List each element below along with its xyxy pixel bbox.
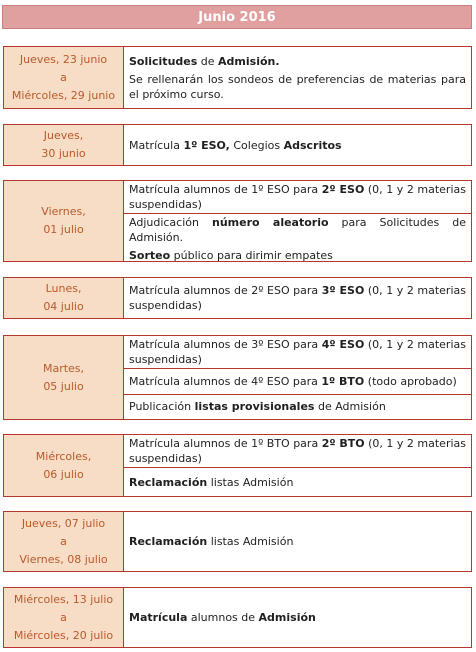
event-date-line: 04 julio: [43, 300, 84, 313]
emphasis-text: número aleatorio: [211, 216, 329, 229]
event-details: [124, 278, 471, 318]
emphasis-text: Reclamación: [129, 475, 208, 489]
event-block: [3, 587, 472, 648]
emphasis-text: 1º BTO: [321, 374, 365, 388]
event-date-line: Miércoles, 13 julio: [13, 592, 114, 606]
emphasis-text: Admisión.: [218, 54, 280, 68]
event-date-line: Jueves, 07 julio: [21, 516, 106, 530]
event-detail-text: [129, 182, 466, 212]
event-detail-text: [129, 436, 466, 466]
plain-text: Adjudicación: [129, 216, 212, 229]
event-date-line: 01 julio: [43, 223, 84, 236]
plain-text: Matrícula alumnos de 1º BTO para: [129, 437, 322, 450]
title-text: Junio 2016: [198, 9, 276, 25]
event-details: [124, 435, 471, 496]
emphasis-text: Solicitudes: [129, 54, 198, 68]
event-detail-row: [124, 125, 471, 165]
event-block: [3, 511, 472, 572]
event-detail-text: [129, 475, 466, 490]
event-detail-text: [129, 534, 466, 549]
event-block: [3, 335, 472, 420]
event-detail-text: [129, 337, 466, 367]
event-block: [3, 277, 472, 319]
plain-text: (0, 1 y 2 materias suspendidas): [129, 284, 466, 312]
event-detail-text: [129, 399, 466, 414]
event-date-line: 05 julio: [43, 379, 84, 393]
event-block: [3, 124, 472, 166]
event-date-line: Martes,: [42, 361, 85, 375]
event-block: [3, 434, 472, 497]
event-detail-row: [124, 278, 471, 318]
emphasis-text: 4º ESO: [321, 338, 365, 351]
event-detail-row: [124, 214, 471, 264]
event-detail-row: [124, 395, 471, 420]
plain-text: Matrícula: [129, 138, 184, 152]
event-date: [4, 512, 124, 571]
event-detail-row: [124, 336, 471, 369]
plain-text: (0, 1 y 2 materias suspendidas): [129, 183, 466, 211]
plain-text: (0, 1 y 2 materias suspendidas): [129, 338, 466, 366]
event-detail-row: [124, 468, 471, 496]
emphasis-text: Sorteo: [129, 249, 171, 262]
event-details: [124, 588, 471, 647]
event-date-line: 06 julio: [43, 467, 84, 481]
emphasis-text: 2º ESO: [321, 183, 365, 196]
event-date: [4, 278, 124, 318]
emphasis-text: 3º ESO: [321, 284, 365, 297]
event-detail-text: [129, 138, 466, 153]
event-detail-row: [124, 512, 471, 571]
event-date-line: Lunes,: [45, 282, 82, 295]
plain-text: (todo aprobado): [364, 374, 457, 388]
emphasis-text: 2º BTO: [321, 437, 365, 450]
plain-text: para Solicitudes de Admisión.: [129, 216, 466, 244]
plain-text: Matrícula alumnos de 1º ESO para: [129, 183, 322, 196]
plain-text: Matrícula alumnos de 4º ESO para: [129, 374, 322, 388]
plain-text: de Admisión: [314, 400, 386, 414]
event-detail-text: [129, 72, 466, 102]
event-detail-text: [129, 610, 466, 625]
event-details: [124, 336, 471, 419]
event-date-line: Jueves,: [43, 129, 84, 142]
event-date: [4, 588, 124, 647]
event-date-line: Jueves, 23 junio: [19, 52, 108, 66]
event-date-line: Miércoles,: [35, 449, 92, 463]
event-date-line: a: [60, 534, 67, 548]
event-date-line: Miércoles, 20 julio: [13, 628, 114, 642]
plain-text: Matrícula alumnos de 3º ESO para: [129, 338, 322, 351]
plain-text: Publicación: [129, 400, 195, 414]
event-details: [124, 47, 471, 108]
event-date: [4, 336, 124, 419]
plain-text: alumnos de: [187, 611, 259, 624]
event-detail-row: [124, 588, 471, 647]
plain-text: (0, 1 y 2 materias suspendidas): [129, 437, 466, 465]
event-date-line: a: [60, 70, 67, 84]
event-date-line: 30 junio: [41, 147, 86, 160]
event-detail-text: [129, 54, 466, 69]
event-details: [124, 512, 471, 571]
emphasis-text: Admisión: [258, 611, 316, 624]
event-block: [3, 46, 472, 109]
plain-text: Matrícula alumnos de 2º ESO para: [129, 284, 322, 297]
event-detail-row: [124, 435, 471, 468]
emphasis-text: 1º ESO,: [183, 138, 230, 152]
plain-text: Se rellenarán los sondeos de preferencias de materias para el próximo curso.: [129, 72, 466, 101]
event-date: [4, 435, 124, 496]
plain-text: Colegios: [229, 138, 284, 152]
emphasis-text: listas provisionales: [194, 400, 315, 414]
plain-text: listas Admisión: [207, 535, 294, 548]
emphasis-text: Matrícula: [129, 611, 188, 624]
emphasis-text: Adscritos: [283, 138, 342, 152]
event-date: [4, 47, 124, 108]
event-date: [4, 125, 124, 165]
plain-text: de: [197, 54, 219, 68]
event-block: [3, 180, 472, 262]
plain-text: público para dirimir empates: [170, 249, 333, 262]
event-detail-row: [124, 181, 471, 214]
emphasis-text: Reclamación: [129, 535, 208, 548]
event-date-line: Viernes, 08 julio: [19, 552, 108, 566]
page-title: [2, 5, 472, 29]
event-detail-row: [124, 47, 471, 108]
event-date-line: Miércoles, 29 junio: [11, 88, 116, 102]
event-date: [4, 181, 124, 261]
plain-text: listas Admisión: [207, 475, 294, 489]
event-detail-text: [129, 215, 466, 245]
event-details: [124, 181, 471, 261]
event-date-line: a: [60, 610, 67, 624]
event-detail-row: [124, 369, 471, 395]
event-detail-text: [129, 374, 466, 389]
event-date-line: Viernes,: [41, 205, 86, 218]
event-detail-text: [129, 248, 466, 263]
event-detail-text: [129, 283, 466, 313]
event-details: [124, 125, 471, 165]
